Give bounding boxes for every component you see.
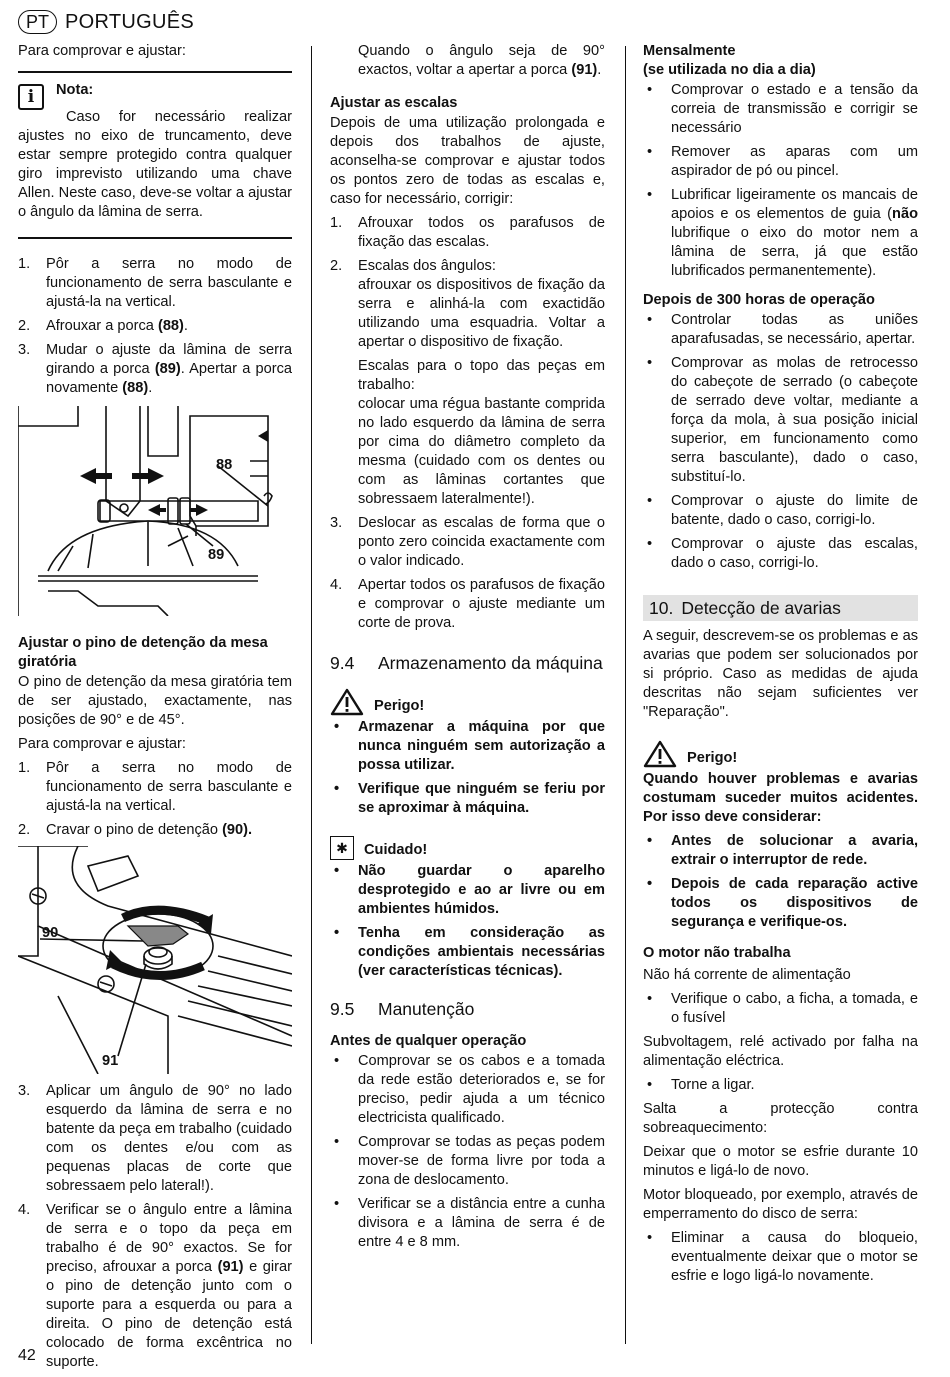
steps-list — [18, 1082, 292, 1372]
list-item: 2. Escalas dos ângulos: afrouxar os dispositivos de fixação da serra e alinhá-la com exactidão utilizando uma esquadria. Voltar a apertar o dispositivo de fixação. Escalas para o topo das peças em trabalho: colocar uma régua bastante comprida no lado esquerdo da lâmina de serra por cima do diâmetro completo da mesma (cuidado com os dentes ou com as lâminas cortantes que sobressaem lateralmente!). — [330, 258, 605, 507]
list-item: 3. Aplicar um ângulo de 90° no lado esquerdo da lâmina de serra e no batente da peça em trabalho (cuidado com os dentes e/ou com as pequenas placas de corte que sobressaem pelo lateral!). — [18, 1083, 292, 1194]
figure-saw-blade-adjustment — [18, 406, 292, 616]
section-title-9-4: 9.4 Armazenamento da máquina — [330, 653, 603, 673]
list-item: • Comprovar as molas de retrocesso do cabeçote de serrado (o cabeçote de serrado deve voltar, mediante a força da mola, à sua posição inicial superior, em funcionamento como serra basculante), dado o caso, substituí-lo. — [647, 355, 918, 485]
callout-label: 91 — [102, 1053, 119, 1069]
list-item: • Verifique que ninguém se feriu por se aproximar à máquina. — [334, 781, 605, 816]
list-item: 4. Verificar se o ângulo entre a lâmina de serra e o topo da peça em trabalho é de 90° exactos. Se for preciso, afrouxar a porca (91) e girar o pino de detenção junto com o suporte para a esquerda ou para a direita. O pino de detenção está colocado de forma excêntrica no suporte. — [18, 1202, 292, 1370]
list-item: 4. Apertar todos os parafusos de fixação e comprovar o ajuste mediante um corte de prova. — [330, 577, 605, 631]
info-icon: i — [18, 84, 44, 110]
list-item: • Comprovar se os cabos e a tomada da rede estão deteriorados e, se for preciso, pedir ajuda a um técnico electricista qualificado. — [334, 1053, 605, 1126]
subheading: Ajustar as escalas — [330, 95, 458, 111]
paragraph: A seguir, descrevem-se os problemas e as avarias que podem ser solucionados por si próprio. Caso as medidas de ajuda descritas não sejam suficientes ver "Reparação". — [643, 628, 918, 720]
danger-list — [330, 718, 605, 818]
intro-text: Para comprovar e ajustar: — [18, 43, 186, 59]
paragraph: Deixar que o motor se esfrie durante 10 minutos e ligá-lo de novo. — [643, 1144, 918, 1179]
monthly-list — [643, 81, 918, 281]
continued-step: Quando o ângulo seja de 90° exactos, voltar a apertar a porca (91). — [358, 43, 605, 78]
page-number: 42 — [18, 1347, 36, 1364]
paragraph: Salta a protecção contra sobreaquecimento: — [643, 1101, 918, 1136]
language-badge: PT — [18, 10, 57, 34]
list-item: • Comprovar se todas as peças podem mover-se de forma livre por toda a zona de deslocamento. — [334, 1134, 605, 1188]
list-item: 1. Afrouxar todos os parafusos de fixação das escalas. — [330, 215, 605, 250]
paragraph: Não há corrente de alimentação — [643, 967, 851, 983]
subheading: Antes de qualquer operação — [330, 1033, 527, 1049]
column-2 — [330, 42, 605, 1257]
list-item: • Controlar todas as uniões aparafusadas, se necessário, apertar. — [647, 312, 918, 347]
intro-text: Para comprovar e ajustar: — [18, 736, 186, 752]
before-list — [330, 1052, 605, 1252]
caution-heading: ✱ Cuidado! — [330, 836, 605, 860]
list-item: • Comprovar o ajuste do limite de batente, dado o caso, corrigi-lo. — [647, 493, 918, 528]
page-header — [18, 10, 194, 34]
danger-intro: Quando houver problemas e avarias costumam suceder muitos acidentes. Por isso deve considerar: — [643, 771, 918, 825]
paragraph: Depois de uma utilização prolongada e depois dos trabalhos de ajuste, aconselha-se comprovar e ajustar todos os pontos zero de todas as escalas e, caso for necessário, corrigir: — [330, 115, 605, 207]
subheading: Ajustar o pino de detenção da mesa giratória — [18, 635, 268, 670]
list-item: • Lubrificar ligeiramente os mancais de apoios e os elementos de guia (não lubrifique o eixo do motor nem a lâmina de serra, já que estão lubrificados permanentemente). — [647, 187, 918, 279]
subheading: Mensalmente — [643, 43, 736, 59]
danger-heading: Perigo! — [330, 688, 605, 716]
steps-list — [18, 255, 292, 398]
paragraph: O pino de detenção da mesa giratória tem de ser ajustado, exactamente, nas posições de 90° e de 45°. — [18, 674, 292, 728]
figure-detent-pin — [18, 846, 292, 1074]
list-item: • Verifique o cabo, a ficha, a tomada, e o fusível — [647, 991, 918, 1026]
detent-pin-illustration — [18, 846, 292, 1074]
list-item: • Não guardar o aparelho desprotegido e ao ar livre ou em ambientes húmidos. — [334, 863, 605, 917]
steps-list — [330, 214, 605, 633]
note-box — [18, 71, 292, 239]
section-title-9-5: 9.5 Manutenção — [330, 999, 475, 1019]
subheading: Depois de 300 horas de operação — [643, 292, 875, 308]
caution-list — [330, 862, 605, 981]
steps-list — [18, 759, 292, 840]
list-item: 3. Deslocar as escalas de forma que o ponto zero coincida exactamente com o valor indicado. — [330, 515, 605, 569]
callout-label: 88 — [216, 457, 233, 473]
paragraph: Subvoltagem, relé activado por falha na alimentação eléctrica. — [643, 1034, 918, 1069]
list-item: • Comprovar o ajuste das escalas, dado o caso, corrigi-lo. — [647, 536, 918, 571]
list-item: • Verificar se a distância entre a cunha divisora e a lâmina de serra é de entre 4 e 8 mm. — [334, 1196, 605, 1250]
list-item: • Remover as aparas com um aspirador de pó ou pincel. — [647, 144, 918, 179]
list-item: • Tenha em consideração as condições ambientais necessárias (ver características técnicas). — [334, 925, 605, 979]
callout-label: 90 — [42, 925, 59, 941]
danger-list — [643, 832, 918, 932]
column-3 — [643, 42, 918, 1291]
list-item: • Comprovar o estado e a tensão da correia de transmissão e corrigir se necessário — [647, 82, 918, 136]
subheading: O motor não trabalha — [643, 945, 791, 961]
saw-blade-illustration — [18, 406, 292, 616]
list-item: 3. Mudar o ajuste da lâmina de serra girando a porca (89). Apertar a porca novamente (88). — [18, 342, 292, 396]
list-item: 2. Afrouxar a porca (88). — [18, 318, 188, 334]
warning-triangle-icon — [330, 688, 364, 716]
h300-list — [643, 311, 918, 573]
list-item: 2. Cravar o pino de detenção (90). — [18, 822, 253, 838]
note-title: Nota: — [56, 82, 94, 98]
section-title-10: 10. Detecção de avarias — [643, 595, 918, 621]
list-item: 1. Pôr a serra no modo de funcionamento de serra basculante e ajustá-la na vertical. — [18, 760, 292, 814]
list-item: • Antes de solucionar a avaria, extrair o interruptor de rede. — [647, 833, 918, 868]
list-item: • Depois de cada reparação active todos os dispositivos de segurança e verifique-os. — [647, 876, 918, 930]
paragraph: Motor bloqueado, por exemplo, através de emperramento do disco de serra: — [643, 1187, 918, 1222]
warning-triangle-icon — [643, 740, 677, 768]
caution-icon: ✱ — [330, 836, 354, 860]
note-text: Caso for necessário realizar ajustes no eixo de truncamento, deve estar sempre protegido contra qualquer giro imprevisto utilizando uma chave Allen. Neste caso, deve-se voltar a ajustar o ângulo da lâmina de serra. — [18, 109, 292, 220]
language-title: PORTUGUÊS — [65, 10, 195, 33]
column-divider — [311, 46, 312, 1344]
subheading-note: (se utilizada no dia a dia) — [643, 62, 816, 78]
list-item: 1. Pôr a serra no modo de funcionamento de serra basculante e ajustá-la na vertical. — [18, 256, 292, 310]
danger-heading: Perigo! — [643, 740, 918, 768]
list-item: • Armazenar a máquina por que nunca ninguém sem autorização a possa utilizar. — [334, 719, 605, 773]
list-item: • Eliminar a causa do bloqueio, eventualmente deixar que o motor se esfrie e logo ligá-lo novamente. — [647, 1230, 918, 1284]
column-divider — [625, 46, 626, 1344]
column-1 — [18, 42, 292, 1377]
list-item: • Torne a ligar. — [647, 1077, 755, 1093]
callout-label: 89 — [208, 547, 225, 563]
